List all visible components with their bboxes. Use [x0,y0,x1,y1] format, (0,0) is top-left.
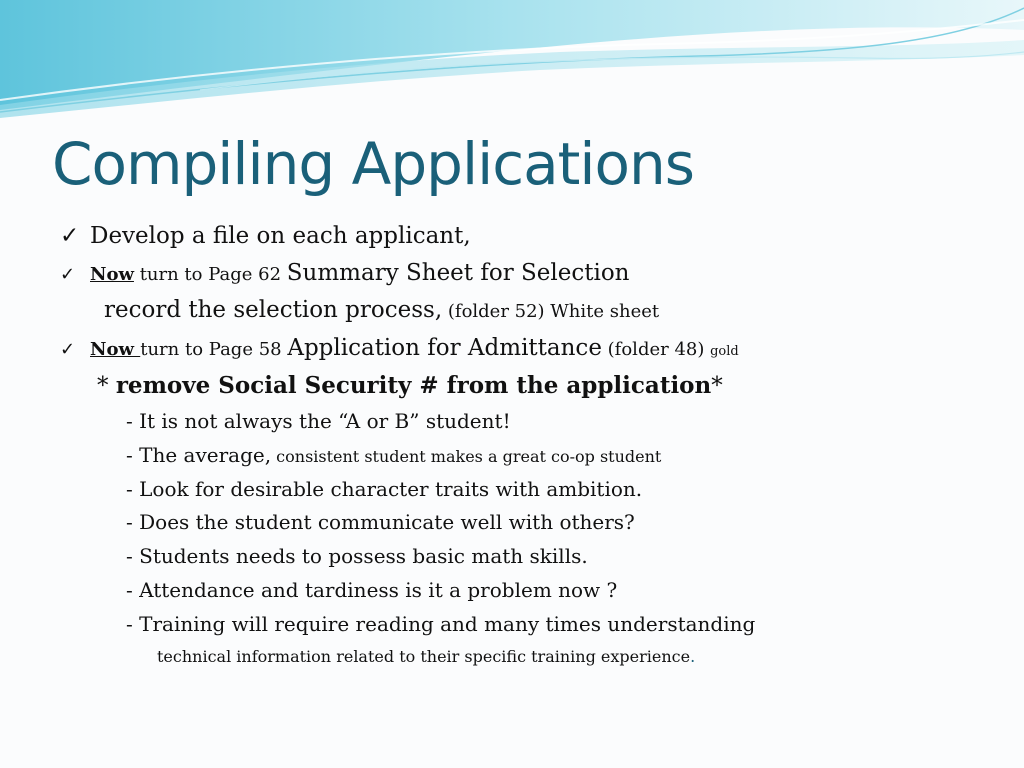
technical-information-text: technical information related to their specific training experience [157,647,691,666]
summary-sheet-text: Summary Sheet for Selection [286,260,630,286]
average-text: - The average, [126,443,272,467]
sub-bullet-not-a-or-b: - It is not always the “A or B” student! [126,409,511,433]
slide-title: Compiling Applications [52,130,694,198]
folder-48-text: (folder 48) [601,339,711,360]
asterisk-start: * [97,373,116,399]
folder-52-text: (folder 52) White sheet [442,301,660,322]
checkmark-icon: ✓ [60,223,80,249]
develop-file-text: Develop a file on each applicant, [90,223,471,249]
checkmark-icon: ✓ [60,339,76,360]
page-58-text: turn to Page 58 [140,339,288,360]
sub-bullet-math-skills: - Students needs to possess basic math skills. [126,544,588,568]
selection-process-line [104,299,659,322]
header-wave-decoration [0,0,1024,130]
social-security-warning [97,374,723,398]
gold-text: gold [710,344,739,359]
page-62-text: turn to Page 62 [133,264,287,285]
period: . [690,647,696,666]
checkmark-icon: ✓ [60,264,76,285]
selection-process-text: record the selection process, [104,297,443,323]
bullet-page-58 [60,337,739,360]
consistent-student-text: consistent student makes a great co-op student [271,447,662,466]
bullet-page-62 [60,262,629,285]
application-admittance-text: Application for Admittance [287,335,602,361]
sub-bullet-attendance: - Attendance and tardiness is it a problem now ? [126,578,618,602]
now-label: Now [90,264,134,285]
sub-bullet-communicate: - Does the student communicate well with others? [126,510,635,534]
sub-bullet-training: - Training will require reading and many times understanding [126,612,756,636]
asterisk-end: * [711,373,723,399]
sub-bullet-average-student [126,445,661,465]
now-label: Now [90,339,141,360]
sub-bullet-character-traits: - Look for desirable character traits with ambition. [126,477,643,501]
training-continuation [157,649,695,665]
bullet-develop-file [60,225,471,248]
remove-ssn-text: remove Social Security # from the application [115,372,712,399]
